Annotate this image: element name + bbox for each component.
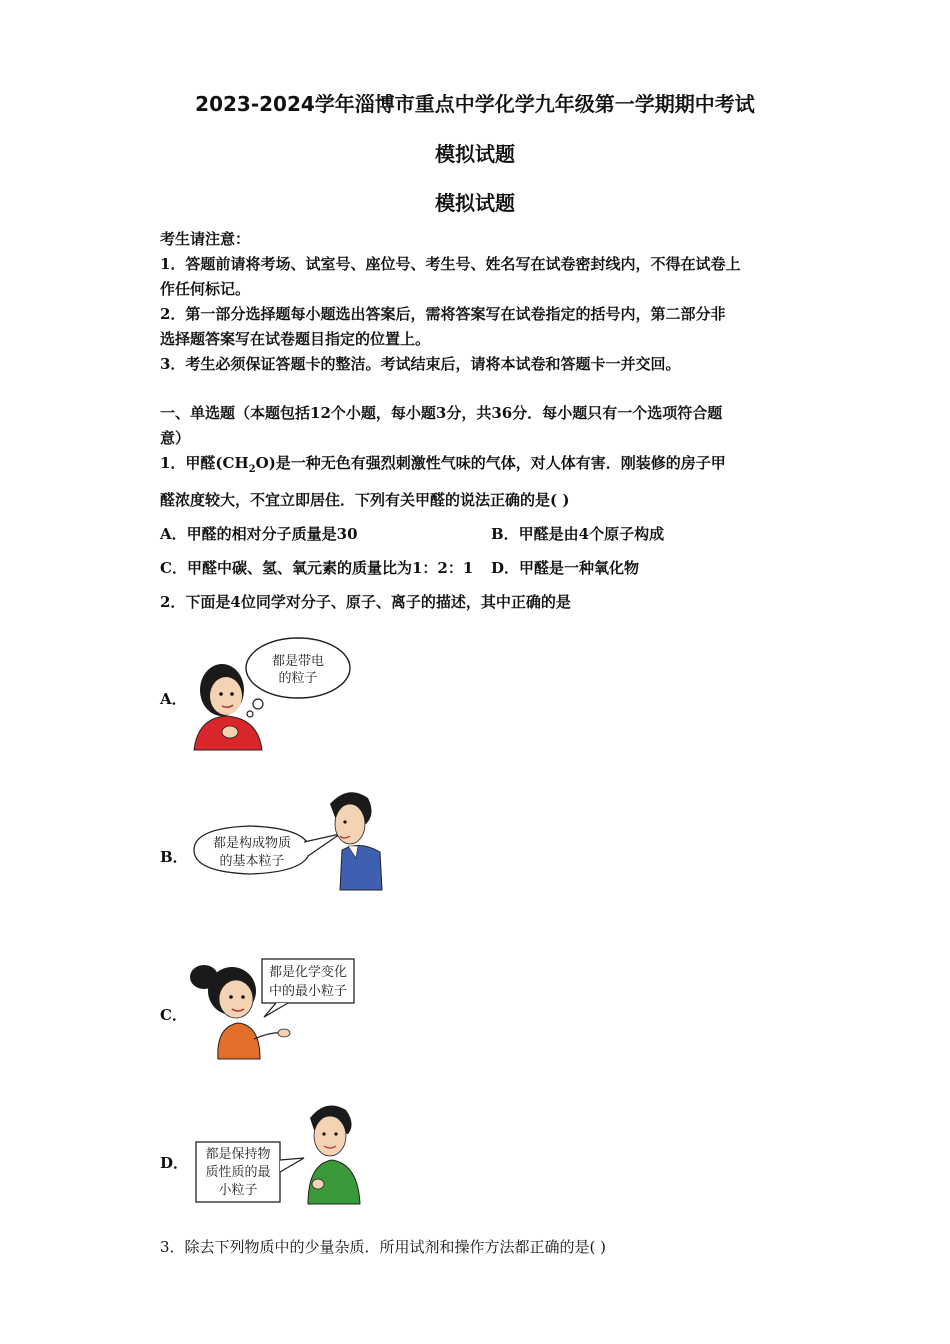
- page-title: 2023-2024学年淄博市重点中学化学九年级第一学期期中考试: [195, 92, 755, 116]
- bubble-line-2: 中的最小粒子: [268, 984, 348, 999]
- q2-option-d-figure: [192, 1100, 382, 1210]
- bubble-line-2: 的基本粒子: [219, 854, 285, 869]
- q1-option-a: A．甲醛的相对分子质量是30: [160, 525, 358, 543]
- section-heading: 一、单选题（本题包括12个小题，每小题3分，共36分．每小题只有一个选项符合题: [160, 404, 723, 422]
- q2-option-d-letter: D．: [160, 1154, 189, 1172]
- q2-option-a-figure: [188, 632, 358, 752]
- notice-heading: 考生请注意：: [160, 230, 251, 248]
- section-heading-cont: 意）: [160, 429, 191, 447]
- boy-figure: [330, 792, 382, 890]
- q1-stem-prefix: 1．甲醛(CH: [160, 454, 249, 472]
- bubble-line-1: 都是化学变化: [268, 965, 348, 980]
- page-subtitle-repeat: 模拟试题: [435, 191, 515, 215]
- notice-item-1: 1．答题前请将考场、试室号、座位号、考生号、姓名写在试卷密封线内，不得在试卷上: [160, 255, 741, 273]
- bubble-line-3: 小粒子: [218, 1183, 258, 1198]
- q1-option-c: C．甲醛中碳、氢、氧元素的质量比为1：2：1: [160, 559, 474, 577]
- q2-option-b-letter: B．: [160, 848, 188, 866]
- speech-box: [262, 959, 354, 1017]
- q3-stem: 3．除去下列物质中的少量杂质．所用试剂和操作方法都正确的是( ): [160, 1238, 607, 1256]
- q2-option-c-figure: [188, 955, 368, 1065]
- notice-item-2: 2．第一部分选择题每小题选出答案后，需将答案写在试卷指定的括号内，第二部分非: [160, 305, 726, 323]
- notice-item-1-cont: 作任何标记。: [160, 280, 251, 298]
- bubble-line-1: 都是带电: [271, 654, 325, 669]
- bubble-line-1: 都是保持物: [205, 1147, 271, 1162]
- q1-option-d: D．甲醛是一种氧化物: [491, 559, 640, 577]
- bubble-line-1: 都是构成物质: [212, 836, 292, 851]
- notice-item-3: 3．考生必须保证答题卡的整洁。考试结束后，请将本试卷和答题卡一并交回。: [160, 355, 681, 373]
- q2-option-a-letter: A．: [160, 690, 187, 708]
- bubble-line-2: 质性质的最: [205, 1165, 271, 1180]
- q1-stem-cont: 醛浓度较大，不宜立即居住．下列有关甲醛的说法正确的是( ): [160, 491, 570, 509]
- q1-stem-suffix: O)是一种无色有强烈刺激性气味的气体，对人体有害．刚装修的房子甲: [255, 454, 726, 472]
- bubble-line-2: 的粒子: [278, 671, 318, 686]
- q2-stem: 2．下面是4位同学对分子、原子、离子的描述，其中正确的是: [160, 593, 571, 611]
- notice-item-2-cont: 选择题答案写在试卷题目指定的位置上。: [160, 330, 431, 348]
- speech-box: [196, 1142, 304, 1202]
- q1-stem-subscript: 2: [248, 464, 256, 475]
- q1-option-b: B．甲醛是由4个原子构成: [491, 525, 665, 543]
- q1-stem: [160, 452, 726, 475]
- q2-option-c-letter: C．: [160, 1006, 187, 1024]
- thought-bubble: [246, 638, 350, 717]
- q2-option-b-figure: [190, 784, 390, 894]
- boy-green-figure: [308, 1106, 360, 1205]
- speech-bubble: [194, 826, 340, 874]
- page-subtitle: 模拟试题: [435, 142, 515, 166]
